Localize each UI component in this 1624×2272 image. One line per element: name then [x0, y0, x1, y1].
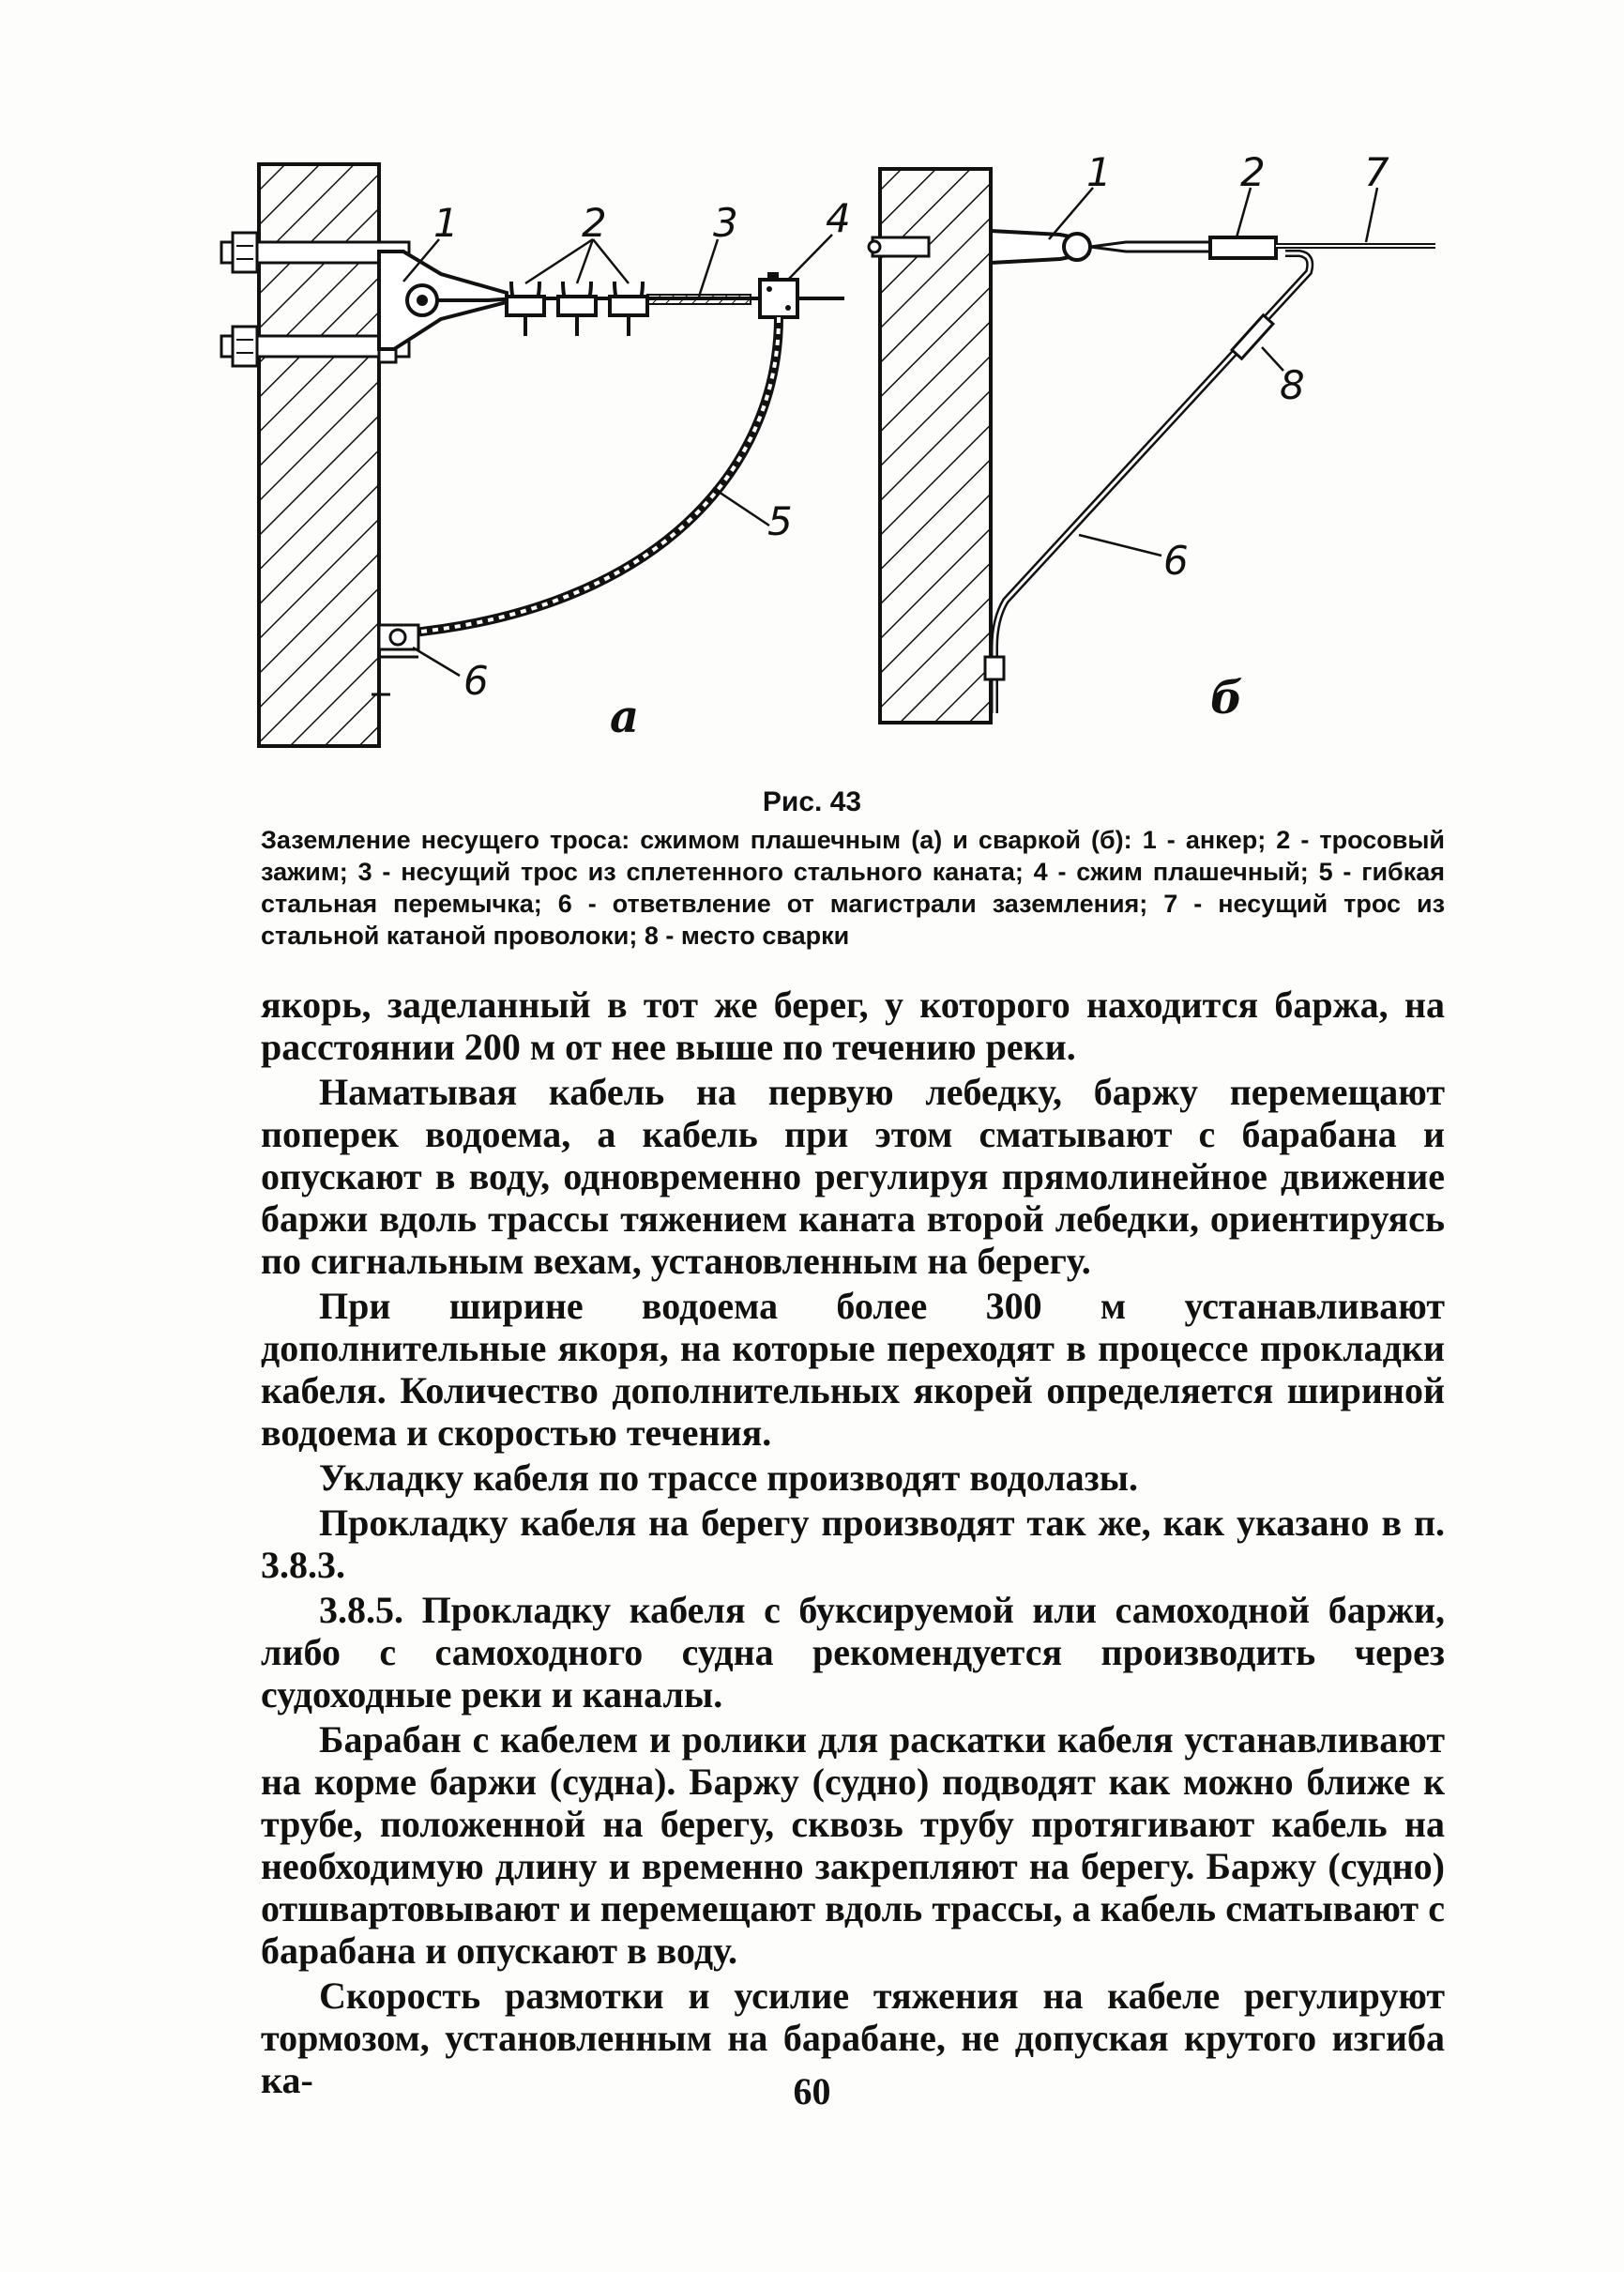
paragraph: Скорость размотки и усилие тяжения на кабеле регулируют тормозом, установленным на барабане, не допуская крутого изгиба ка- — [261, 1975, 1445, 2101]
paragraph: Укладку кабеля по трассе производят водолазы. — [319, 1456, 1138, 1499]
label-a-letter: а — [610, 691, 640, 743]
rope-clamps — [507, 282, 647, 336]
figure-caption-text: Заземление несущего троса: сжимом плашечным (а) и сваркой (б): 1 - анкер; 2 - тросовый зажим; 3 - несущий трос из сплетенного стального каната; 4 - сжим плашечный; 5 - гибкая стальная перемычка; 6 - ответвление от магистрали заземления; 7 - несущий трос из стальной катаной проволоки; 8 - место сварки — [261, 826, 1445, 950]
diagram-a — [221, 164, 851, 746]
paragraph: Барабан с кабелем и ролики для раскатки кабеля устанавливают на корме баржи (судна). Баржу (судно) подводят как можно ближе к трубе, положенной на берегу, сквозь трубу протягивают кабель на необходимую длину и временно закрепляют на берегу. Баржу (судно) отшвартовывают и перемещают вдоль трассы, а кабель сматывают с барабана и опускают в воду. — [261, 1718, 1445, 1972]
label-a-5: 5 — [767, 498, 793, 544]
paragraph: При ширине водоема более 300 м устанавливают дополнительные якоря, на которые переходят в процессе прокладки кабеля. Количество дополнительных якорей определяется шириной водоема и скоростью течения. — [261, 1285, 1445, 1454]
flexible-jumper — [403, 317, 779, 633]
label-b-2: 2 — [1240, 149, 1266, 195]
diagram-b — [869, 149, 1435, 724]
page-number: 60 — [793, 2070, 831, 2112]
label-a-6: 6 — [463, 658, 489, 704]
label-b-6: 6 — [1163, 538, 1189, 584]
label-a-1: 1 — [433, 200, 459, 246]
label-a-3: 3 — [713, 200, 738, 246]
paragraph: 3.8.5. Прокладку кабеля с буксируемой или самоходной баржи, либо с самоходного судна рекомендуется производить через судоходные реки и каналы. — [261, 1589, 1445, 1715]
paragraph: Наматывая кабель на первую лебедку, баржу перемещают поперек водоема, а кабель при этом сматывают с барабана и опускают в воду, одновременно регулируя прямолинейное движение баржи вдоль трассы тяжением каната второй лебедки, ориентируясь по сигнальным вехам, установленным на берегу. — [261, 1071, 1445, 1282]
plate-clamp — [760, 280, 797, 317]
label-b-1: 1 — [1086, 149, 1112, 195]
ground-branch-bolt — [372, 625, 418, 713]
figure-caption-title: Рис. 43 — [762, 786, 862, 817]
label-b-7: 7 — [1364, 149, 1389, 195]
label-b-letter: б — [1210, 672, 1243, 724]
label-a-2: 2 — [582, 200, 607, 246]
paragraph: якорь, заделанный в тот же берег, у которого находится баржа, на расстоянии 200 м от нее выше по течению реки. — [261, 984, 1445, 1068]
label-b-8: 8 — [1280, 362, 1305, 408]
rope-clamp-b — [1210, 237, 1276, 258]
label-a-4: 4 — [826, 195, 851, 241]
body-text — [261, 984, 1445, 2104]
paragraph: Прокладку кабеля на берегу производят так же, как указано в п. 3.8.3. — [261, 1502, 1445, 1586]
